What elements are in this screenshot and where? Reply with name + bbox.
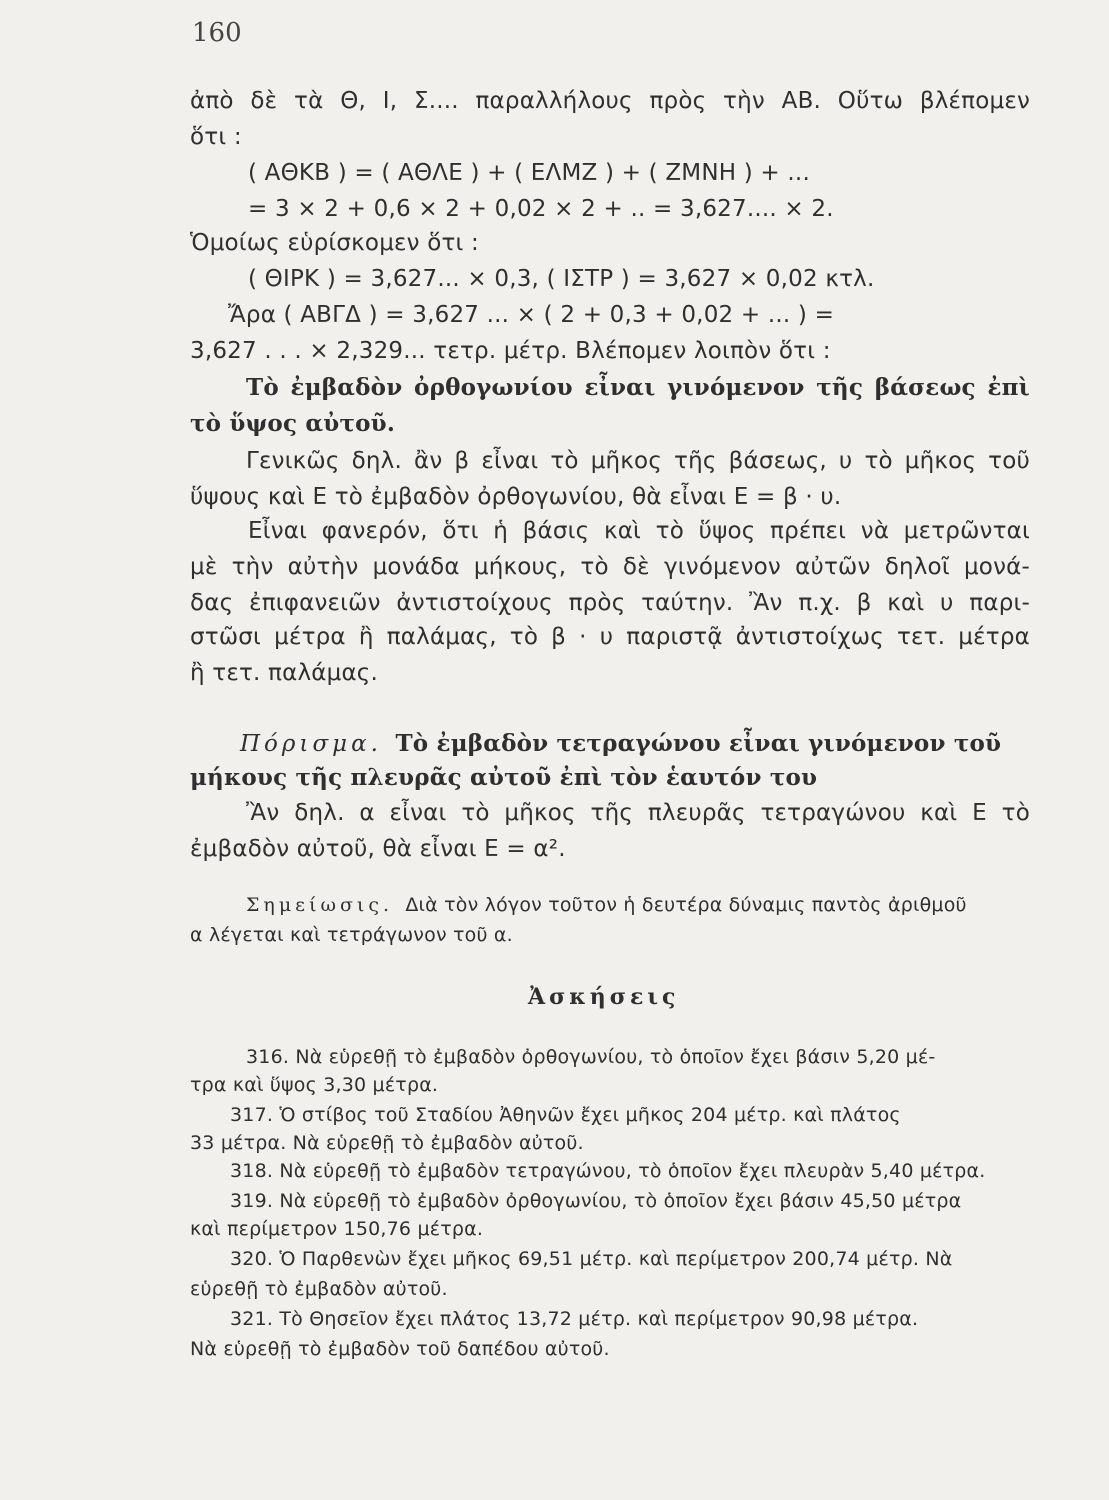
equation-line: ( ΘΙΡΚ ) = 3,627... × 0,3, ( ΙΣΤΡ ) = 3,627 × 0,02 κτλ. (248, 266, 875, 292)
exercise-line: 33 μέτρα. Νὰ εὑρεθῇ τὸ ἐμβαδὸν αὐτοῦ. (190, 1132, 584, 1154)
paragraph-line: ὕψους καὶ Ε τὸ ἐμβαδὸν ὀρθογωνίου, θὰ εἶναι Ε = β · υ. (190, 484, 842, 510)
text-line: Ὁμοίως εὑρίσκομεν ὅτι : (190, 230, 479, 256)
porisma-label: Πόρισμα. (240, 731, 382, 757)
note-line: α λέγεται καὶ τετράγωνον τοῦ α. (190, 924, 513, 946)
exercise-line: καὶ περίμετρον 150,76 μέτρα. (190, 1218, 484, 1240)
theorem-line: Τὸ ἐμβαδὸν ὀρθογωνίου εἶναι γινόμενον τῆς βάσεως ἐπὶ (246, 374, 1030, 401)
exercise-line: εὑρεθῇ τὸ ἐμβαδὸν αὐτοῦ. (190, 1278, 448, 1300)
paragraph-line: μὲ τὴν αὐτὴν μονάδα μήκους, τὸ δὲ γινόμενον αὐτῶν δηλοῖ μονά- (190, 554, 1030, 580)
note-label: Σημείωσις. (246, 894, 394, 916)
porisma-statement: Τὸ ἐμβαδὸν τετραγώνου εἶναι γινόμενον τοῦ (395, 730, 1002, 757)
note-text: Διὰ τὸν λόγον τοῦτον ἡ δευτέρα δύναμις παντὸς ἀριθμοῦ (405, 894, 967, 916)
equation-line: Ἄρα ( ΑΒΓΔ ) = 3,627 ... × ( 2 + 0,3 + 0,02 + ... ) = (228, 302, 835, 328)
exercises-heading: Ἀσκήσεις (528, 984, 680, 1010)
page-number: 160 (192, 18, 242, 48)
exercise-line: 316. Νὰ εὑρεθῇ τὸ ἐμβαδὸν ὀρθογωνίου, τὸ ὁποῖον ἔχει βάσιν 5,20 μέ- (246, 1046, 936, 1068)
paragraph-line: ἢ τετ. παλάμας. (190, 660, 379, 686)
equation-line: = 3 × 2 + 0,6 × 2 + 0,02 × 2 + .. = 3,627.... × 2. (248, 196, 834, 222)
text-line: ὅτι : (190, 124, 242, 150)
porisma-heading (240, 730, 1001, 757)
note-line (246, 894, 967, 916)
exercise-line: 319. Νὰ εὑρεθῇ τὸ ἐμβαδὸν ὀρθογωνίου, τὸ ὁποῖον ἔχει βάσιν 45,50 μέτρα (230, 1190, 962, 1212)
text-line: ἀπὸ δὲ τὰ Θ, Ι, Σ.... παραλλήλους πρὸς τὴν ΑΒ. Οὕτω βλέπομεν (190, 88, 1030, 114)
porisma-line: μήκους τῆς πλευρᾶς αὐτοῦ ἐπὶ τὸν ἑαυτόν του (190, 764, 818, 791)
paragraph-line: Ἂν δηλ. α εἶναι τὸ μῆκος τῆς πλευρᾶς τετραγώνου καὶ Ε τὸ (246, 800, 1030, 826)
paragraph-line: δας ἐπιφανειῶν ἀντιστοίχους πρὸς ταύτην. Ἂν π.χ. β καὶ υ παρι- (190, 590, 1030, 616)
exercise-line: 321. Τὸ Θησεῖον ἔχει πλάτος 13,72 μέτρ. καὶ περίμετρον 90,98 μέτρα. (230, 1308, 919, 1330)
text-line: 3,627 . . . × 2,329... τετρ. μέτρ. Βλέπομεν λοιπὸν ὅτι : (190, 338, 831, 364)
theorem-line: τὸ ὕψος αὐτοῦ. (190, 410, 396, 437)
paragraph-line: στῶσι μέτρα ἢ παλάμας, τὸ β · υ παριστᾷ ἀντιστοίχως τετ. μέτρα (190, 624, 1030, 650)
paragraph-line: Εἶναι φανερόν, ὅτι ἡ βάσις καὶ τὸ ὕψος πρέπει νὰ μετρῶνται (248, 518, 1030, 544)
exercise-line: 317. Ὁ στίβος τοῦ Σταδίου Ἀθηνῶν ἔχει μῆκος 204 μέτρ. καὶ πλάτος (230, 1104, 901, 1126)
equation-line: ( ΑΘΚΒ ) = ( ΑΘΛΕ ) + ( ΕΛΜΖ ) + ( ΖΜΝΗ ) + ... (248, 160, 810, 186)
exercise-line: 318. Νὰ εὑρεθῇ τὸ ἐμβαδὸν τετραγώνου, τὸ ὁποῖον ἔχει πλευρὰν 5,40 μέτρα. (230, 1160, 986, 1182)
paragraph-line: ἐμβαδὸν αὐτοῦ, θὰ εἶναι Ε = α². (190, 836, 566, 862)
paragraph-line: Γενικῶς δηλ. ἂν β εἶναι τὸ μῆκος τῆς βάσεως, υ τὸ μῆκος τοῦ (246, 448, 1030, 474)
exercise-line: 320. Ὁ Παρθενὼν ἔχει μῆκος 69,51 μέτρ. καὶ περίμετρον 200,74 μέτρ. Νὰ (230, 1248, 953, 1270)
exercise-line: Νὰ εὑρεθῇ τὸ ἐμβαδὸν τοῦ δαπέδου αὐτοῦ. (190, 1338, 610, 1360)
exercise-line: τρα καὶ ὕψος 3,30 μέτρα. (190, 1074, 439, 1096)
